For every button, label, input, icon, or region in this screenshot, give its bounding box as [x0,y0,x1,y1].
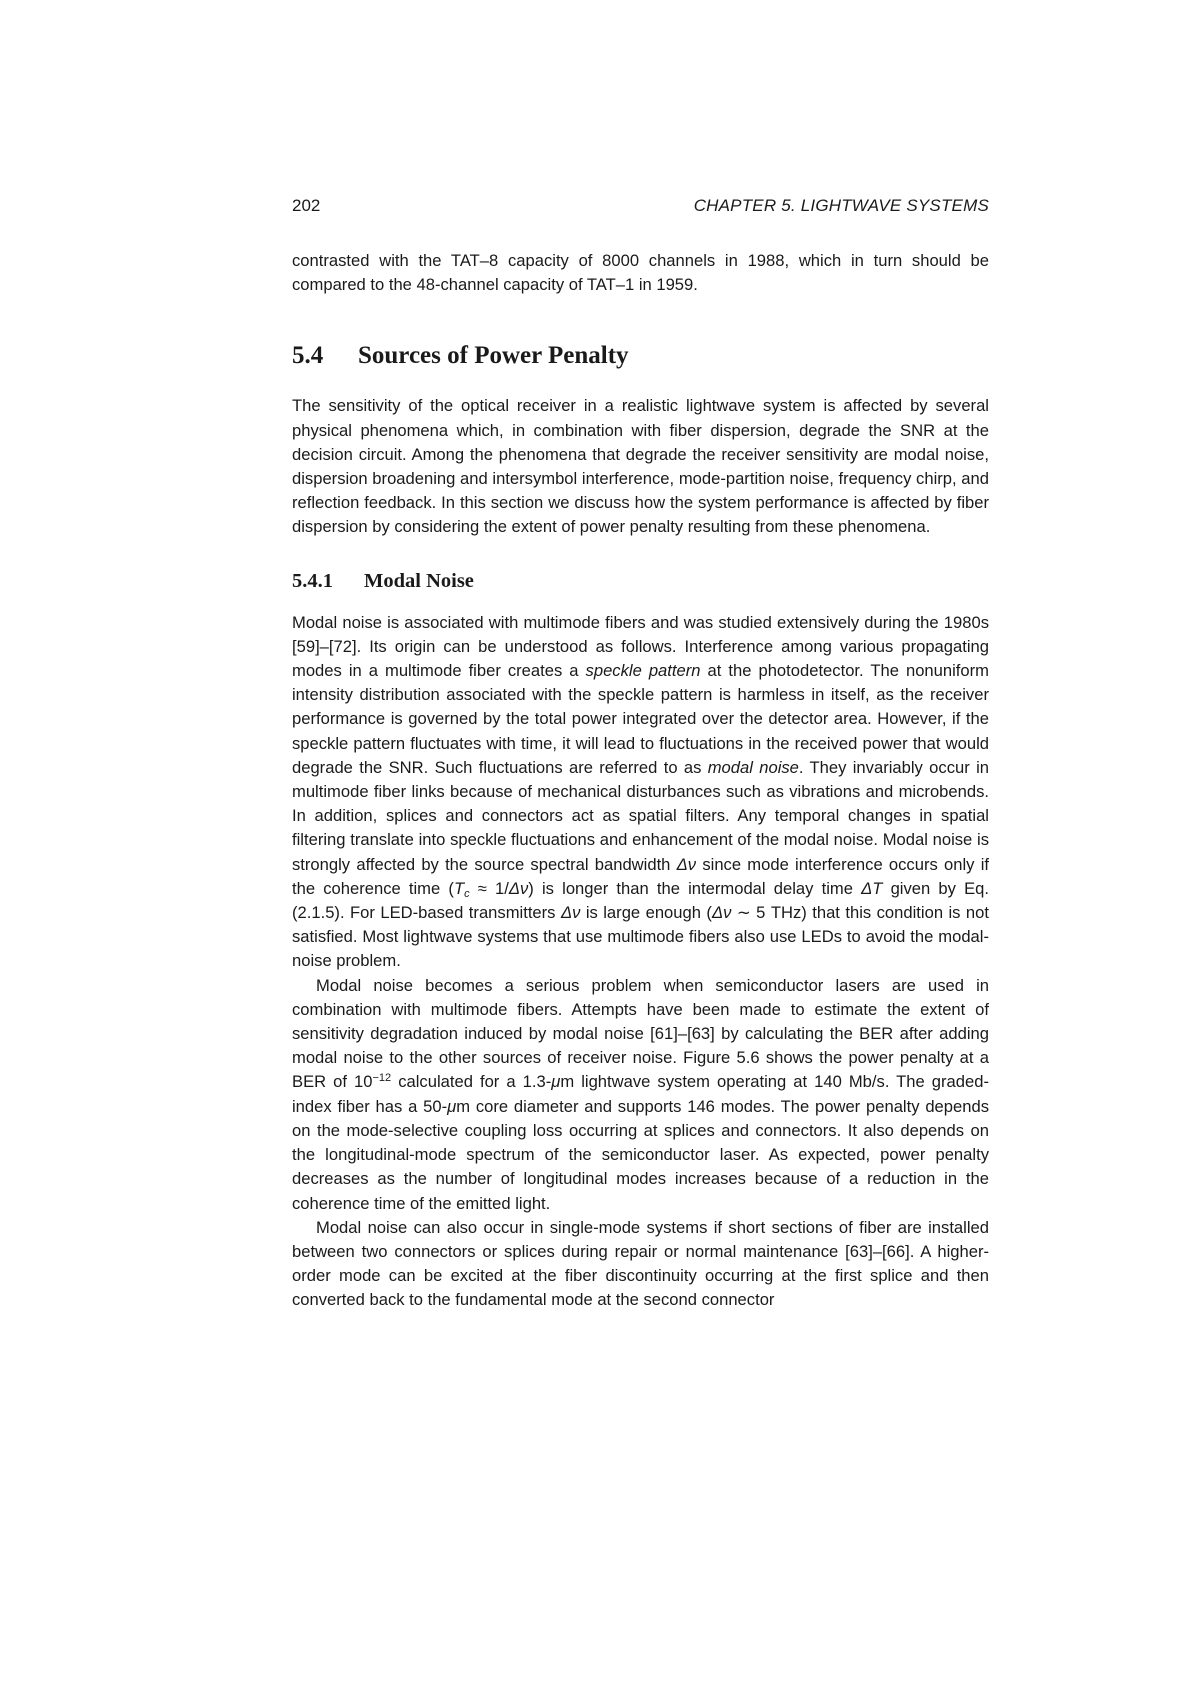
math-symbol: μ [551,1072,561,1092]
subsection-heading [292,568,989,594]
text-run: m core diameter and supports 146 modes. The power penalty depends on the mode-selective coupling loss occurring at splices and connectors. It also depends on the longitudinal-mode spectrum of the semiconductor laser. As expected, power penalty decreases as the number of longitudinal modes increases because of a reduction in the coherence time of the emitted light. [292,1096,989,1213]
subsection-number: 5.4.1 [292,569,333,592]
math-subscript: c [464,887,470,900]
section-title: Sources of Power Penalty [358,342,629,370]
math-symbol: Δν [508,878,529,898]
text-run: calculated for a 1.3- [391,1072,552,1092]
emphasis-speckle-pattern: speckle pattern [585,661,701,681]
page-number: 202 [292,196,321,215]
text-run: is large enough ( [580,903,712,923]
paragraph-semiconductor-lasers [292,974,989,1216]
math-symbol: Δν [560,903,581,923]
paragraph-modal-noise [292,611,989,974]
section-heading [292,341,989,371]
math-symbol: Δν [676,854,697,874]
math-symbol: Δν [711,903,732,923]
emphasis-modal-noise: modal noise [707,757,799,777]
text-run: . They invariably occur in multimode fiber links because of mechanical disturbances such as vibrations and microbends. In addition, splices and connectors act as spatial filters. Any temporal changes in spatial filtering translate into speckle fluctuations and enhancement of the modal noise. Modal noise is strongly affected by the source spectral bandwidth [292,757,989,874]
math-symbol: ΔT [861,878,883,898]
chapter-title: CHAPTER 5. LIGHTWAVE SYSTEMS [693,196,989,215]
math-symbol: μ [447,1096,457,1116]
section-number: 5.4 [292,342,324,370]
paragraph-intro: The sensitivity of the optical receiver in a realistic lightwave system is affected by several physical phenomena which, in combination with fiber dispersion, degrade the SNR at the decision circuit. Among the phenomena that degrade the receiver sensitivity are modal noise, dispersion broadening and intersymbol interference, mode-partition noise, frequency chirp, and reflection feedback. In this section we discuss how the system performance is affected by fiber dispersion by considering the extent of power penalty resulting from these phenomena. [292,396,989,537]
text-run: ≈ 1/ [469,878,509,898]
text-run: at the photodetector. The nonuniform intensity distribution associated with the speckle pattern is harmless in itself, as the receiver performance is governed by the total power integrated over the detector area. However, if the speckle pattern fluctuates with time, it will lead to fluctuations in the received power that would degrade the SNR. Such fluctuations are referred to as [292,661,989,777]
running-head [292,196,989,216]
page [292,196,989,1313]
text-run: ∼ 5 THz) that this condition is not satisfied. Most lightwave systems that use multimode fibers also use LEDs to avoid the modal-noise problem. [292,903,989,971]
text-run: given by Eq. (2.1.5). For LED-based transmitters [292,878,990,923]
text-run: since mode interference occurs only if the coherence time ( [292,854,989,898]
text-run: Modal noise is associated with multimode fibers and was studied extensively during the 1980s [59]–[72]. Its origin can be understood as follows. Interference among various propagating modes in a multimode fiber creates a [292,612,989,681]
math-superscript: −12 [372,1072,392,1085]
paragraph-single-mode: Modal noise can also occur in single-mode systems if short sections of fiber are installed between two connectors or splices during repair or normal maintenance [63]–[66]. A higher-order mode can be excited at the fiber discontinuity occurring at the first splice and then converted back to the fundamental mode at the second connector [292,1217,989,1310]
subsection-title: Modal Noise [364,569,474,592]
text-run: Modal noise becomes a serious problem when semiconductor lasers are used in combination with multimode fibers. Attempts have been made to estimate the extent of sensitivity degradation induced by modal noise [61]–[63] by calculating the BER after adding modal noise to the other sources of receiver noise. Figure 5.6 shows the power penalty at a BER of 10 [292,975,989,1092]
text-run: m lightwave system operating at 140 Mb/s. The graded-index fiber has a 50- [292,1072,989,1116]
paragraph-continued: contrasted with the TAT–8 capacity of 8000 channels in 1988, which in turn should be compared to the 48-channel capacity of TAT–1 in 1959. [292,251,989,295]
math-symbol: T [453,878,465,898]
text-run: ) is longer than the intermodal delay time [528,878,862,898]
